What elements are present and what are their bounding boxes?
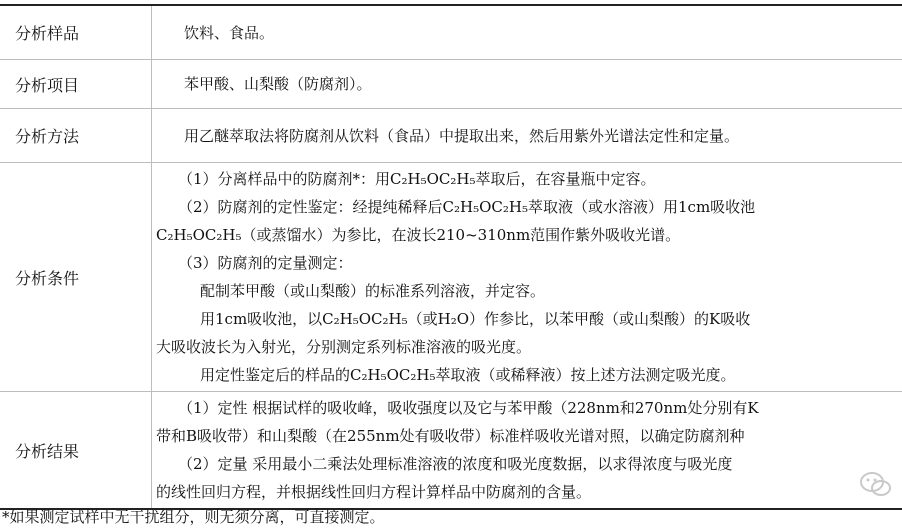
content-line: 大吸收波长为入射光，分别测定系列标准溶液的吸光度。 bbox=[156, 338, 532, 356]
content-line: （1）定性 根据试样的吸收峰，吸收强度以及它与苯甲酸（228nm和270nm处分别有K bbox=[178, 399, 759, 417]
table-row-sample bbox=[0, 6, 902, 60]
row-content bbox=[152, 6, 902, 59]
content-line: （3）防腐剂的定量测定： bbox=[178, 254, 353, 272]
table-row-conditions bbox=[0, 163, 902, 392]
table-row-item bbox=[0, 60, 902, 109]
row-label: 分析项目 bbox=[0, 60, 152, 108]
content-line: （2）定量 采用最小二乘法处理标准溶液的浓度和吸光度数据，以求得浓度与吸光度 bbox=[178, 455, 733, 473]
footnote: *如果测定试样中无干扰组分，则无须分离，可直接测定。 bbox=[2, 508, 385, 526]
row-label: 分析结果 bbox=[0, 392, 152, 508]
content-line: 的线性回归方程，并根据线性回归方程计算样品中防腐剂的含量。 bbox=[156, 483, 592, 501]
content-line: （1）分离样品中的防腐剂*：用C₂H₅OC₂H₅萃取后，在容量瓶中定容。 bbox=[178, 170, 656, 188]
content-line: 配制苯甲酸（或山梨酸）的标准系列溶液，并定容。 bbox=[200, 282, 546, 300]
content-line: 带和B吸收带）和山梨酸（在255nm处有吸收带）标准样吸收光谱对照，以确定防腐剂种 bbox=[156, 427, 745, 445]
row-content bbox=[152, 109, 902, 162]
wechat-icon bbox=[858, 470, 894, 506]
content-line: 用定性鉴定后的样品的C₂H₅OC₂H₅萃取液（或稀释液）按上述方法测定吸光度。 bbox=[200, 366, 736, 384]
row-content bbox=[152, 392, 902, 508]
content-line: 饮料、食品。 bbox=[184, 23, 275, 42]
row-label: 分析条件 bbox=[0, 163, 152, 391]
content-line: 用乙醚萃取法将防腐剂从饮料（食品）中提取出来，然后用紫外光谱法定性和定量。 bbox=[184, 126, 740, 145]
content-line: （2）防腐剂的定性鉴定：经提纯稀释后C₂H₅OC₂H₅萃取液（或水溶液）用1cm吸收池 bbox=[178, 198, 756, 216]
row-content bbox=[152, 163, 902, 391]
analysis-table bbox=[0, 4, 902, 510]
row-label: 分析方法 bbox=[0, 109, 152, 162]
content-line: C₂H₅OC₂H₅（或蒸馏水）为参比，在波长210~310nm范围作紫外吸收光谱。 bbox=[156, 226, 681, 244]
content-line: 苯甲酸、山梨酸（防腐剂）。 bbox=[184, 75, 372, 93]
row-label: 分析样品 bbox=[0, 6, 152, 59]
content-line: 用1cm吸收池，以C₂H₅OC₂H₅（或H₂O）作参比，以苯甲酸（或山梨酸）的K吸收 bbox=[200, 310, 751, 328]
row-content bbox=[152, 60, 902, 108]
table-row-results bbox=[0, 392, 902, 508]
table-row-method bbox=[0, 109, 902, 163]
